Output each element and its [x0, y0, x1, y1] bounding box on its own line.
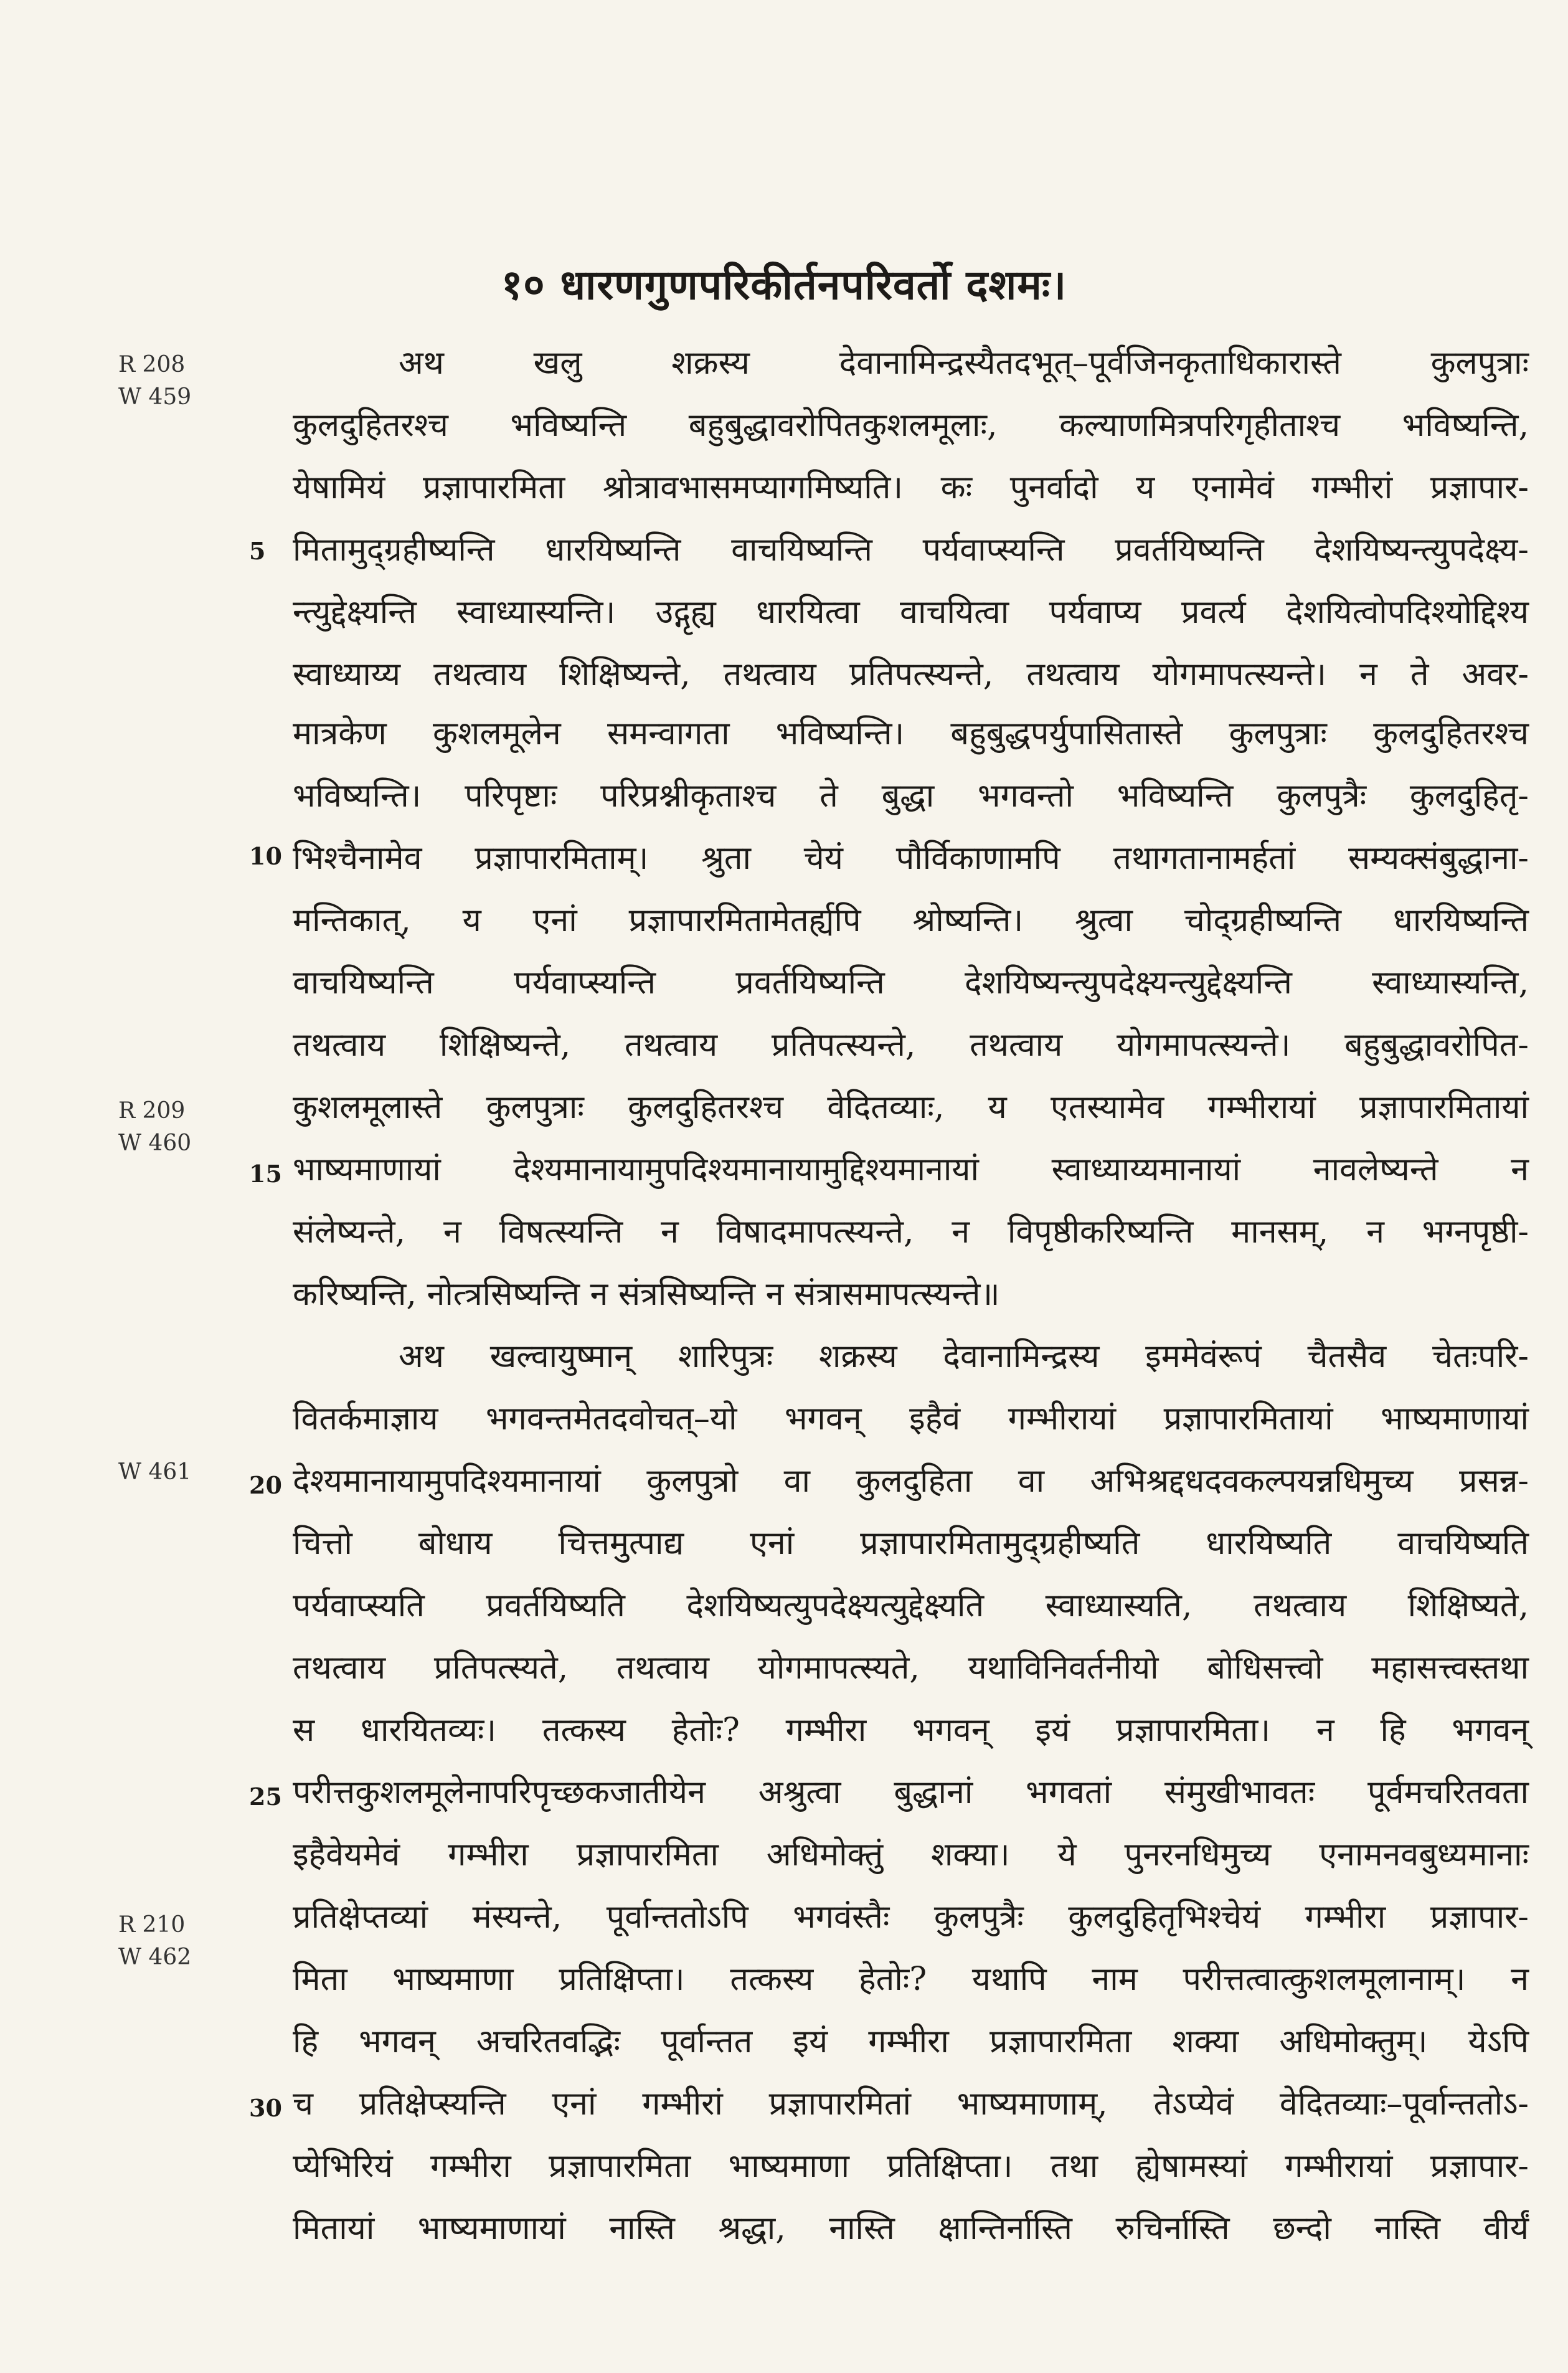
text-line: न्त्युद्देक्ष्यन्ति स्वाध्यास्यन्ति। उद्गृह्य धारयित्वा वाचयित्वा पर्यवाप्य प्रवर्त्य देशयित्वोपदिश्योद्दिश्य [293, 594, 1529, 631]
margin-reference [118, 1095, 191, 1160]
text-line: मितामुद्ग्रहीष्यन्ति धारयिष्यन्ति वाचयिष्यन्ति पर्यवाप्स्यन्ति प्रवर्तयिष्यन्ति देशयिष्यन्त्युपदेक्ष्य- [293, 531, 1529, 569]
line-number: 10 [249, 842, 282, 870]
text-line: तथत्वाय प्रतिपत्स्यते, तथत्वाय योगमापत्स्यते, यथाविनिवर्तनीयो बोधिसत्त्वो महासत्त्वस्तथा [293, 1649, 1529, 1687]
line-number: 20 [249, 1471, 282, 1499]
text-line: मितायां भाष्यमाणायां नास्ति श्रद्धा, नास्ति क्षान्तिर्नास्ति रुचिर्नास्ति छन्दो नास्ति वीर्यं [293, 2210, 1529, 2247]
text-line: प्येभिरियं गम्भीरा प्रज्ञापारमिता भाष्यमाणा प्रतिक्षिप्ता। तथा ह्येषामस्यां गम्भीरायां प्रज्ञापार- [293, 2148, 1529, 2185]
text-line: प्रतिक्षेप्तव्यां मंस्यन्ते, पूर्वान्ततोऽपि भगवंस्तैः कुलपुत्रैः कुलदुहितृभिश्चेयं गम्भीरा प्रज्ञापार- [293, 1898, 1529, 1936]
line-number: 25 [249, 1783, 282, 1811]
text-line: येषामियं प्रज्ञापारमिता श्रोत्रावभासमप्यागमिष्यति। कः पुनर्वादो य एनामेवं गम्भीरां प्रज्ञापार- [293, 469, 1529, 506]
text-line: मन्तिकात्, य एनां प्रज्ञापारमितामेतर्ह्यपि श्रोष्यन्ति। श्रुत्वा चोद्ग्रहीष्यन्ति धारयिष्यन्ति [293, 902, 1529, 939]
text-line: पर्यवाप्स्यति प्रवर्तयिष्यति देशयिष्यत्युपदेक्ष्यत्युद्देक्ष्यति स्वाध्यास्यति, तथत्वाय शिक्षिष्यते, [293, 1587, 1529, 1624]
text-line: संलेष्यन्ते, न विषत्स्यन्ति न विषादमापत्स्यन्ते, न विपृष्ठीकरिष्यन्ति मानसम्, न भग्नपृष्ठी- [293, 1213, 1529, 1251]
margin-reference [118, 1456, 191, 1489]
chapter-heading: १० धारणगुणपरिकीर्तनपरिवर्तो दशमः। [501, 260, 1067, 309]
text-line: वितर्कमाज्ञाय भगवन्तमेतदवोचत्–यो भगवन् इहैवं गम्भीरायां प्रज्ञापारमितायां भाष्यमाणायां [293, 1400, 1529, 1438]
text-line: देश्यमानायामुपदिश्यमानायां कुलपुत्रो वा कुलदुहिता वा अभिश्रद्दधदवकल्पयन्नधिमुच्य प्रसन्न- [293, 1462, 1529, 1500]
margin-ref-line: R 208 [118, 352, 186, 377]
text-line: कुशलमूलास्ते कुलपुत्राः कुलदुहितरश्च वेदितव्याः, य एतस्यामेव गम्भीरायां प्रज्ञापारमितायां [293, 1089, 1529, 1126]
margin-ref-line: W 460 [118, 1130, 192, 1156]
text-line: भिश्चैनामेव प्रज्ञापारमिताम्। श्रुता चेयं पौर्विकाणामपि तथागतानामर्हतां सम्यक्संबुद्धाना- [293, 840, 1529, 877]
margin-ref-line: W 462 [118, 1944, 192, 1970]
text-line: तथत्वाय शिक्षिष्यन्ते, तथत्वाय प्रतिपत्स्यन्ते, तथत्वाय योगमापत्स्यन्ते। बहुबुद्धावरोपित- [293, 1026, 1529, 1064]
text-line: भाष्यमाणायां देश्यमानायामुपदिश्यमानायामुद्दिश्यमानायां स्वाध्याय्यमानायां नावलेष्यन्ते न [293, 1151, 1529, 1188]
text-line: अथ खलु शक्रस्य देवानामिन्द्रस्यैतदभूत्–पूर्वजिनकृताधिकारास्ते कुलपुत्राः [399, 344, 1529, 382]
margin-ref-line: R 209 [118, 1098, 186, 1124]
line-number: 30 [249, 2094, 282, 2122]
text-line: चित्तो बोधाय चित्तमुत्पाद्य एनां प्रज्ञापारमितामुद्ग्रहीष्यति धारयिष्यति वाचयिष्यति [293, 1525, 1529, 1562]
margin-ref-line: W 461 [118, 1459, 192, 1485]
margin-ref-line: R 210 [118, 1912, 186, 1938]
text-line: मिता भाष्यमाणा प्रतिक्षिप्ता। तत्कस्य हेतोः? यथापि नाम परीत्तत्वात्कुशलमूलानाम्। न [293, 1961, 1529, 1998]
text-line: मात्रकेण कुशलमूलेन समन्वागता भविष्यन्ति। बहुबुद्धपर्युपासितास्ते कुलपुत्राः कुलदुहितरश्च [293, 715, 1529, 752]
text-line: कुलदुहितरश्च भविष्यन्ति बहुबुद्धावरोपितकुशलमूलाः, कल्याणमित्रपरिगृहीताश्च भविष्यन्ति, [293, 407, 1529, 444]
line-number: 5 [249, 537, 266, 565]
text-line: वाचयिष्यन्ति पर्यवाप्स्यन्ति प्रवर्तयिष्यन्ति देशयिष्यन्त्युपदेक्ष्यन्त्युद्देक्ष्यन्ति स्वाध्यास्यन्ति, [293, 964, 1529, 1002]
text-line: अथ खल्वायुष्मान् शारिपुत्रः शक्रस्य देवानामिन्द्रस्य इममेवंरूपं चैतसैव चेतःपरि- [399, 1338, 1529, 1375]
text-line: च प्रतिक्षेप्स्यन्ति एनां गम्भीरां प्रज्ञापारमितां भाष्यमाणाम्, तेऽप्येवं वेदितव्याः–पूर्वान्ततोऽ- [293, 2085, 1529, 2123]
margin-reference [118, 1909, 191, 1974]
margin-ref-line: W 459 [118, 384, 192, 410]
line-number: 15 [249, 1160, 282, 1188]
text-line: करिष्यन्ति, नोत्त्रसिष्यन्ति न संत्रसिष्यन्ति न संत्रासमापत्स्यन्ते॥ [293, 1276, 1000, 1313]
margin-reference [118, 349, 191, 414]
text-line: इहैवेयमेवं गम्भीरा प्रज्ञापारमिता अधिमोक्तुं शक्या। ये पुनरनधिमुच्य एनामनवबुध्यमानाः [293, 1836, 1529, 1873]
text-line: स धारयितव्यः। तत्कस्य हेतोः? गम्भीरा भगवन् इयं प्रज्ञापारमिता। न हि भगवन् [293, 1712, 1529, 1749]
text-line: भविष्यन्ति। परिपृष्टाः परिप्रश्नीकृताश्च ते बुद्धा भगवन्तो भविष्यन्ति कुलपुत्रैः कुलदुहितृ- [293, 777, 1529, 815]
text-line: परीत्तकुशलमूलेनापरिपृच्छकजातीयेन अश्रुत्वा बुद्धानां भगवतां संमुखीभावतः पूर्वमचरितवता [293, 1774, 1529, 1811]
text-line: स्वाध्याय्य तथत्वाय शिक्षिष्यन्ते, तथत्वाय प्रतिपत्स्यन्ते, तथत्वाय योगमापत्स्यन्ते। न ते अवर- [293, 656, 1529, 693]
text-line: हि भगवन् अचरितवद्भिः पूर्वान्तत इयं गम्भीरा प्रज्ञापारमिता शक्या अधिमोक्तुम्। येऽपि [293, 2023, 1529, 2060]
